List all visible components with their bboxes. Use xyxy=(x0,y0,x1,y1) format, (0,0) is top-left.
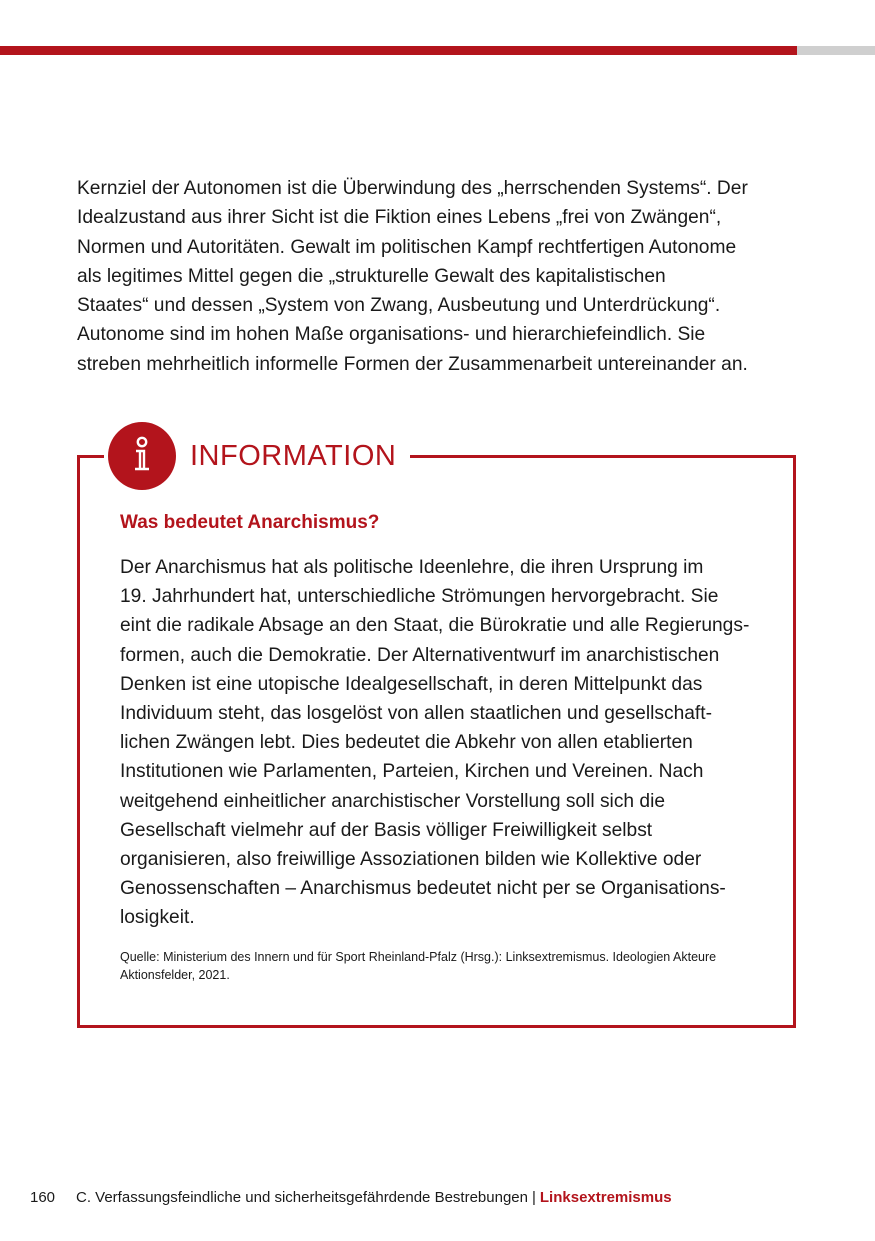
intro-paragraph xyxy=(77,174,797,379)
page-footer xyxy=(30,1189,672,1206)
source-line: Quelle: Ministerium des Innern und für Sport Rheinland-Pfalz (Hrsg.): Linksextremismus. Ideologien Akteure xyxy=(120,950,717,964)
information-body xyxy=(120,553,765,933)
body-line: formen, auch die Demokratie. Der Alternativentwurf im anarchistischen xyxy=(120,644,720,666)
footer-chapter: C. Verfassungsfeindliche und sicherheitsgefährdende Bestrebungen xyxy=(76,1189,528,1206)
intro-line: Normen und Autoritäten. Gewalt im politischen Kampf rechtfertigen Autonome xyxy=(77,236,737,258)
footer-section: Linksextremismus xyxy=(539,1189,672,1206)
body-line: lichen Zwängen lebt. Dies bedeutet die Abkehr von allen etablierten xyxy=(120,732,693,754)
body-line: Institutionen wie Parlamenten, Parteien, Kirchen und Vereinen. Nach xyxy=(120,761,704,783)
body-line: 19. Jahrhundert hat, unterschiedliche Strömungen hervorgebracht. Sie xyxy=(120,586,719,608)
source-line: Aktionsfelder, 2021. xyxy=(120,968,230,982)
body-line: organisieren, also freiwillige Assoziationen bilden wie Kollektive oder xyxy=(120,849,702,871)
intro-line: streben mehrheitlich informelle Formen der Zusammenarbeit untereinander an. xyxy=(77,353,748,375)
footer-divider: | xyxy=(531,1189,536,1206)
body-line: weitgehend einheitlicher anarchistischer Vorstellung soll sich die xyxy=(120,790,666,812)
intro-line: als legitimes Mittel gegen die „strukturelle Gewalt des kapitalistischen xyxy=(77,265,666,287)
body-line: Der Anarchismus hat als politische Ideenlehre, die ihren Ursprung im xyxy=(120,557,704,578)
info-icon xyxy=(108,422,176,490)
body-line: Denken ist eine utopische Idealgesellschaft, in deren Mittelpunkt das xyxy=(120,673,703,695)
page-number: 160 xyxy=(30,1189,56,1206)
body-line: Individuum steht, das losgelöst von allen staatlichen und gesellschaft- xyxy=(120,703,712,725)
body-line: eint die radikale Absage an den Staat, die Bürokratie und alle Regierungs- xyxy=(120,615,750,637)
information-title: INFORMATION xyxy=(190,439,397,472)
header-accent-bar xyxy=(0,46,797,55)
intro-line: Idealzustand aus ihrer Sicht ist die Fiktion eines Lebens „frei von Zwängen“, xyxy=(77,207,722,229)
body-line: Genossenschaften – Anarchismus bedeutet nicht per se Organisations- xyxy=(120,878,726,900)
info-glyph-icon xyxy=(127,436,157,476)
intro-line: Staates“ und dessen „System von Zwang, Ausbeutung und Unterdrückung“. xyxy=(77,295,721,317)
source-citation xyxy=(120,948,750,984)
information-subtitle: Was bedeutet Anarchismus? xyxy=(120,512,380,533)
intro-line: Autonome sind im hohen Maße organisations- und hierarchiefeindlich. Sie xyxy=(77,324,706,346)
body-line: losigkeit. xyxy=(120,907,195,929)
intro-line: Kernziel der Autonomen ist die Überwindung des „herrschenden Systems“. Der xyxy=(77,178,748,199)
header-gray-bar xyxy=(797,46,875,55)
body-line: Gesellschaft vielmehr auf der Basis völliger Freiwilligkeit selbst xyxy=(120,819,653,841)
information-header xyxy=(104,420,410,492)
